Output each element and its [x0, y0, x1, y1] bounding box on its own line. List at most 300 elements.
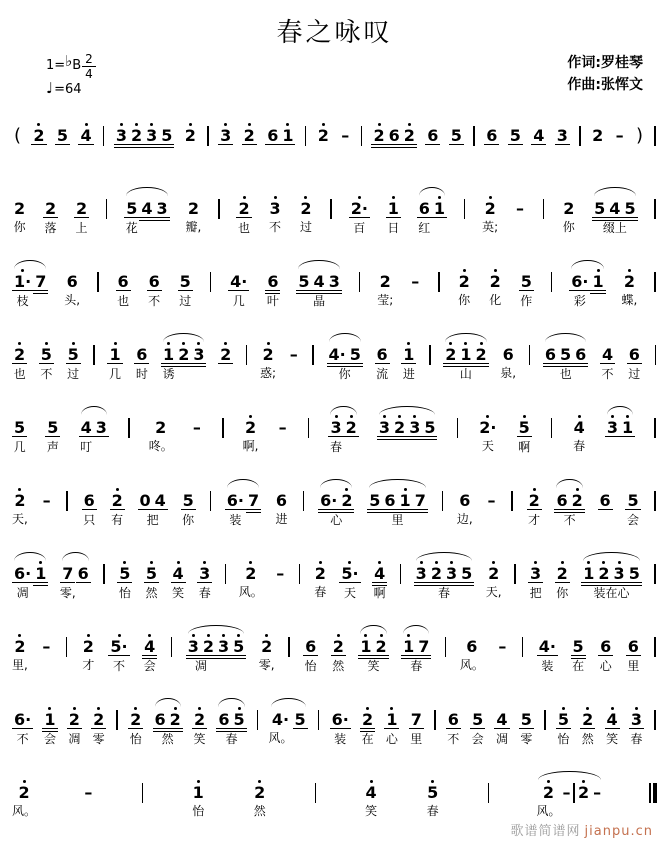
note — [64, 267, 80, 308]
barline — [246, 345, 248, 365]
note — [161, 340, 176, 382]
note-digit — [139, 194, 154, 217]
digit: 5 — [126, 199, 138, 218]
note — [12, 413, 27, 455]
note — [149, 413, 173, 454]
digit: 5 — [56, 126, 69, 145]
note — [110, 486, 125, 528]
duration-dash — [486, 486, 498, 527]
final-barline — [649, 783, 657, 803]
barline — [116, 710, 118, 730]
digit: 2 — [14, 199, 26, 218]
lyric: 不 — [601, 367, 614, 381]
lyric: 不 — [148, 294, 161, 308]
beamed-note-group — [327, 340, 363, 382]
note-digit — [155, 194, 170, 217]
note — [293, 705, 308, 747]
barline — [93, 345, 95, 365]
note-digit — [280, 121, 295, 144]
digit: 4 — [80, 418, 92, 437]
dash-glyph: – — [411, 272, 420, 291]
note — [457, 486, 473, 527]
slur-group — [60, 559, 91, 601]
note-digit — [331, 632, 346, 656]
song-title: 春之咏叹 — [276, 18, 393, 48]
note-digit — [94, 413, 109, 437]
digit: 6 — [148, 272, 160, 291]
score-symbol — [634, 121, 645, 162]
barline — [543, 199, 545, 219]
watermark-site-name: 歌谱简谱网 — [510, 824, 581, 839]
dash-glyph: – — [615, 126, 624, 145]
digit: 4 — [601, 345, 614, 364]
lyric: 不 — [269, 220, 282, 234]
note-digit — [107, 340, 122, 364]
note-digit — [201, 632, 216, 655]
note-digit — [457, 267, 472, 290]
note-digit — [313, 559, 328, 582]
tempo-value: =64 — [54, 82, 82, 97]
note-digit — [82, 486, 97, 510]
lyric: 百 — [353, 221, 366, 235]
lyric: 过 — [67, 367, 80, 381]
barline — [303, 491, 305, 511]
lyric: 装 — [541, 659, 554, 673]
digit: 2 — [169, 710, 181, 729]
digit: 2 — [93, 710, 105, 729]
digit: 5 — [472, 710, 484, 729]
digit: 6 — [599, 491, 611, 510]
note-digit — [392, 413, 407, 436]
note — [12, 194, 27, 235]
note-digit — [55, 121, 70, 145]
note — [191, 778, 206, 819]
digit: 2 — [243, 126, 255, 145]
duration-dash — [288, 340, 300, 381]
lyric: 化 — [489, 293, 502, 307]
lyric: 你 — [556, 586, 569, 600]
digit: 2 — [184, 126, 196, 145]
slur-group — [124, 194, 169, 236]
note-digit — [293, 705, 308, 729]
digit: 1 — [44, 710, 56, 729]
note-digit — [488, 267, 503, 290]
lyric: 作 — [520, 294, 533, 308]
note-digit — [620, 413, 635, 437]
digit: 2 — [82, 637, 94, 656]
lyric: 进 — [402, 367, 415, 381]
digit: 6 — [305, 637, 317, 656]
beamed-note-group — [592, 194, 637, 236]
lyric: 装 — [334, 732, 347, 746]
digit: 6 — [267, 272, 279, 291]
lyric: 里 — [627, 659, 640, 673]
digit: 1 — [387, 199, 399, 218]
note-digit — [327, 340, 348, 363]
note — [242, 121, 257, 163]
lyric: 把 — [146, 513, 159, 527]
note-digit — [138, 486, 153, 509]
note — [218, 340, 233, 382]
duration-dash — [191, 413, 203, 454]
digit: 4· — [271, 710, 290, 729]
note — [42, 705, 57, 747]
digit: 5 — [461, 564, 473, 583]
barline — [308, 418, 310, 438]
note — [494, 705, 509, 747]
digit: 3 — [146, 126, 158, 145]
note — [45, 413, 60, 455]
note-digit — [225, 486, 246, 510]
lyric: 笑 — [606, 732, 619, 746]
note-digit — [486, 559, 501, 582]
note-digit — [231, 632, 246, 655]
note — [117, 559, 132, 601]
note — [386, 194, 401, 236]
composer-credit: 作曲:张恽文 — [567, 76, 643, 93]
note — [79, 413, 94, 455]
note-digit — [168, 705, 183, 728]
digit: 5 — [145, 564, 158, 583]
note-digit — [298, 194, 313, 217]
lyric: 缀上 — [602, 221, 627, 235]
slur-group — [161, 340, 206, 382]
note-digit — [527, 486, 542, 510]
note — [598, 486, 613, 528]
note — [590, 121, 605, 162]
lyric: 装在心 — [593, 586, 630, 600]
lyric: 声 — [46, 440, 59, 454]
note — [60, 559, 76, 601]
beamed-note-group — [216, 705, 246, 747]
note-digit — [398, 486, 413, 509]
note-digit — [473, 340, 488, 363]
note — [183, 121, 198, 162]
note-digit — [373, 632, 388, 655]
parenthesis: ( — [14, 125, 22, 146]
note-digit — [605, 705, 620, 729]
note-digit — [16, 778, 31, 801]
barline — [654, 710, 656, 730]
score-line-5 — [10, 403, 659, 455]
lyric: 上 — [75, 221, 88, 235]
lyric: 风。 — [238, 585, 263, 599]
lyric: 啊 — [373, 586, 386, 600]
beamed-note-group — [371, 121, 416, 163]
lyric: 心 — [385, 732, 398, 746]
note — [185, 194, 201, 235]
digit: 4 — [172, 564, 184, 583]
digit: 3 — [606, 418, 619, 437]
note-digit — [443, 340, 458, 363]
lyric: 装 — [229, 513, 242, 527]
lyric: 你 — [458, 293, 471, 307]
note-digit — [74, 194, 89, 218]
lyric: 不 — [113, 659, 126, 673]
lyric: 过 — [628, 367, 641, 381]
barline — [655, 345, 657, 365]
lyric: 几 — [13, 440, 26, 454]
note-digit — [459, 559, 474, 582]
note — [528, 559, 543, 601]
note-digit — [12, 340, 27, 364]
lyric: 瓣, — [185, 220, 202, 234]
note — [519, 267, 534, 309]
note-digit — [124, 194, 139, 218]
note — [316, 121, 331, 162]
digit: 6 — [275, 491, 288, 510]
note-digit — [607, 194, 622, 217]
slur-arc — [605, 413, 635, 455]
note-digit — [554, 486, 569, 509]
note — [192, 705, 207, 747]
note-digit — [570, 486, 585, 509]
digit: 2 — [430, 564, 442, 583]
note-digit — [528, 559, 543, 583]
dash-glyph: – — [593, 783, 602, 802]
note — [629, 705, 644, 747]
note — [239, 559, 263, 600]
lyric: 里 — [391, 513, 404, 527]
lyric: 英; — [482, 220, 499, 234]
digit: 4 — [573, 418, 585, 437]
digit: 3 — [199, 564, 211, 583]
final-barline-thick — [653, 783, 657, 803]
digit: 2 — [44, 199, 57, 218]
lyric: 笑 — [367, 659, 380, 673]
digit: 2 — [445, 345, 457, 364]
note-digit — [384, 705, 399, 729]
lyric: 只 — [83, 513, 96, 527]
score-symbol — [12, 121, 23, 162]
lyric: 春 — [314, 585, 327, 599]
note — [571, 632, 586, 674]
digit: 6 — [384, 491, 396, 510]
digit: 2 — [130, 126, 143, 145]
note — [76, 559, 91, 601]
dash-glyph: – — [498, 637, 507, 656]
dash-glyph: – — [487, 491, 496, 510]
digit: 7 — [248, 491, 260, 510]
note-digit — [270, 705, 291, 728]
beamed-note-group — [554, 486, 584, 528]
note-digit — [318, 486, 339, 509]
digit: 2 — [403, 126, 415, 145]
digit: 6 — [66, 272, 78, 291]
note — [243, 413, 259, 454]
barline — [128, 418, 130, 438]
digit: 5 — [627, 491, 639, 510]
lyric: 莹; — [377, 293, 394, 307]
digit: 6· — [14, 564, 32, 583]
slur-group — [328, 413, 358, 455]
digit: 2 — [317, 126, 329, 145]
beamed-note-group — [114, 121, 175, 163]
note-digit — [561, 194, 576, 217]
digit: 6· — [320, 491, 338, 510]
time-signature-denominator: 4 — [82, 66, 96, 80]
note-digit — [43, 194, 58, 218]
barline — [654, 418, 656, 438]
digit: 6 — [486, 126, 498, 145]
digit: 6 — [502, 345, 514, 364]
note-digit — [339, 559, 360, 583]
digit: 2 — [245, 564, 257, 583]
digit: 5 — [624, 199, 636, 218]
note — [81, 632, 96, 673]
note — [580, 705, 595, 747]
digit: 2 — [373, 126, 385, 145]
flat-sign-icon: ♭ — [65, 51, 73, 70]
slur-group — [12, 559, 48, 601]
note-digit — [425, 121, 440, 145]
barline — [654, 491, 656, 511]
lyric: 凋 — [495, 732, 508, 746]
lyricist-credit: 作词:罗桂琴 — [567, 55, 643, 71]
note-digit — [12, 194, 27, 217]
digit: 3 — [445, 564, 458, 583]
note-digit — [236, 194, 251, 218]
note-digit — [558, 340, 573, 363]
note — [267, 194, 282, 235]
note — [377, 267, 393, 308]
digit: 5 — [67, 345, 79, 364]
lyric: 春 — [573, 439, 586, 453]
digit: 2 — [33, 126, 45, 145]
barline — [551, 272, 553, 292]
note-digit — [541, 778, 556, 801]
lyric: 然 — [581, 732, 594, 746]
note — [197, 559, 212, 601]
note-digit — [116, 267, 131, 291]
note-digit — [183, 121, 198, 144]
digit: 3 — [378, 418, 391, 437]
note — [482, 194, 498, 235]
note — [12, 486, 28, 527]
barline — [573, 783, 575, 803]
barline — [222, 418, 224, 438]
note-digit — [260, 340, 275, 363]
barline — [171, 637, 173, 657]
note — [67, 705, 82, 747]
note — [265, 267, 280, 309]
slur-group — [79, 413, 109, 455]
digit: 2 — [563, 199, 575, 218]
lyric: 不 — [16, 732, 29, 746]
digit: 2 — [14, 345, 26, 364]
digit: 6 — [77, 564, 89, 583]
note-digit — [543, 340, 558, 363]
digit: 1 — [163, 345, 175, 364]
beamed-note-group — [443, 340, 488, 382]
digit: 2 — [245, 418, 257, 437]
barline — [457, 418, 459, 438]
note-digit — [573, 340, 588, 363]
slur-group — [605, 413, 635, 455]
digit: 7 — [62, 564, 74, 583]
digit: 6 — [556, 491, 568, 510]
lyric: 笑 — [193, 732, 206, 746]
digit: 1 — [622, 418, 634, 437]
note — [313, 559, 328, 600]
note-digit — [494, 705, 509, 729]
barline — [299, 564, 301, 584]
digit: 2 — [262, 345, 274, 364]
barline — [225, 564, 227, 584]
time-signature — [82, 53, 96, 80]
note-digit — [186, 194, 201, 217]
lyric: 不 — [40, 367, 53, 381]
digit: 2 — [362, 710, 374, 729]
digit: 2 — [571, 491, 583, 510]
digit: 6 — [427, 126, 439, 145]
note-digit — [246, 486, 261, 510]
note-digit — [402, 121, 417, 144]
digit: 2 — [528, 491, 540, 510]
beamed-note-group — [153, 705, 183, 747]
digit: 6 — [628, 345, 640, 364]
digit: 2 — [489, 272, 501, 291]
digit: 5 — [161, 126, 173, 145]
note-digit — [348, 340, 363, 363]
note-digit — [312, 267, 327, 290]
digit: 2 — [314, 564, 326, 583]
note — [12, 267, 33, 309]
digit: 5 — [119, 564, 131, 583]
lyric: 天 — [481, 439, 494, 453]
lyric: 零 — [92, 732, 105, 746]
digit: 3 — [613, 564, 625, 583]
note — [144, 559, 159, 601]
digit: 2 — [300, 199, 312, 218]
slur-group — [417, 194, 447, 236]
note — [171, 559, 186, 601]
digit: 5 — [628, 564, 640, 583]
note — [74, 194, 89, 236]
note-digit — [349, 194, 370, 218]
digit: 3 — [220, 126, 232, 145]
dash-glyph: – — [516, 199, 525, 218]
note-digit — [592, 194, 607, 217]
digit: 5 — [450, 126, 462, 145]
digit: 2 — [379, 272, 391, 291]
watermark — [507, 820, 653, 839]
note-digit — [108, 632, 129, 656]
note-digit — [128, 705, 143, 729]
dash-glyph: – — [192, 418, 201, 437]
note — [147, 267, 162, 309]
beamed-note-group — [265, 121, 295, 163]
digit: 6 — [459, 491, 471, 510]
barline — [445, 637, 447, 657]
digit: 4 — [533, 126, 545, 145]
note-digit — [161, 340, 176, 364]
note-digit — [327, 267, 342, 290]
note-digit — [81, 632, 96, 655]
watermark-site-link[interactable]: jianpu.cn — [584, 824, 653, 839]
note — [252, 778, 267, 819]
barline — [654, 564, 656, 584]
lyric: 春 — [426, 804, 439, 818]
note — [236, 194, 251, 236]
note-digit — [243, 413, 258, 436]
digit: 2 — [542, 783, 555, 802]
note-digit — [409, 705, 424, 729]
digit: 2 — [193, 710, 206, 729]
lyric: 枝 — [16, 294, 29, 308]
note — [477, 413, 498, 454]
lyric: 然 — [332, 659, 345, 673]
